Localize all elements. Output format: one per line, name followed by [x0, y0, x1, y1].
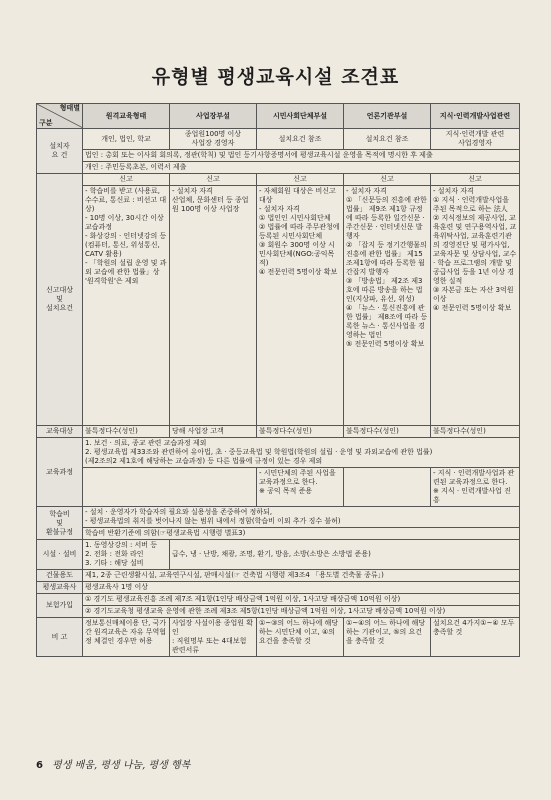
column-header-civic: 시민사회단체부설 [257, 104, 344, 129]
course-row-1 [37, 438, 520, 468]
fee-row-1 [37, 507, 520, 528]
target-cell-online: 불특정다수(성인) [83, 426, 170, 438]
founder-cell-knowledge: 지식·인력개발 관련 사업경영자 [431, 129, 520, 150]
row-header-founder: 설치자 요 건 [37, 129, 83, 174]
founder-cell-workplace: 종업원100명 이상 사업장 경영자 [170, 129, 257, 150]
column-header-workplace: 사업장부설 [170, 104, 257, 129]
footer-tagline: 평생 배움, 평생 나눔, 평생 행복 [52, 760, 191, 771]
reqs-head-civic: 신고 [257, 174, 344, 186]
note-row [37, 618, 520, 657]
corner-top-label: 형태별 [59, 104, 80, 112]
row-header-facility: 시설 · 설비 [37, 540, 83, 570]
column-header-online: 원격교육형태 [83, 104, 170, 129]
course-common-note: 1. 보건 · 의료, 종교 관련 교습과정 제외 2. 평생교육법 제33조와 관련하여 유아법, 초 · 중등교육법 및 학원법(학원의 설립 · 운영 및 과외교습에 관한 법률) (제2조의2 제1호에 해당하는 교습과정) 등 다른 법률에 규정이 있는 경우 제외 [83, 438, 520, 468]
note-cell-media: ①~④의 어느 하나에 해당하는 기관이고, ⑤의 요건을 충족할 것 [344, 618, 431, 657]
row-header-target: 교육대상 [37, 426, 83, 438]
corner-bottom-label: 구분 [39, 119, 53, 127]
founder-cell-civic: 설치요건 참조 [257, 129, 344, 150]
reqs-cell-online: - 학습비를 받고 (사용료, 수수료, 통신료 : 비선고 대상) - 10명 이상, 30시간 이상 교습과정 - 화상강의 · 인터넷강의 등(컴퓨터, 통신, 위성통신, CATV 활용) - 「학원의 설립 운영 및 과외 교습에 관한 법률」상 '원격학원'은 제외 [83, 186, 170, 426]
insurance-row-1 [37, 594, 520, 606]
founder-individual-row [37, 162, 520, 174]
row-header-course: 교육과정 [37, 438, 83, 507]
reqs-cell-knowledge: - 설치자 자격 ① 지식 · 인력개발사업을 주된 목적으로 하는 法人 ② 지식정보의 제공사업, 교육훈련 및 연구용역사업, 교육위탁사업, 교육훈련기관의 경영진단 및 평가사업, 교육자문 및 상담사업, 교수 · 학습 프로그램의 개발 및 공급사업 등을 1년 이상 경영한 실적 ③ 자본금 또는 자산 3억원 이상 ④ 전문인력 5명이상 확보 [431, 186, 520, 426]
reqs-body-row [37, 186, 520, 426]
reqs-cell-civic: - 자체회원 대상은 비신고 대상 - 설치자 자격 ① 법인인 시민사회단체 ② 법률에 따라 주무관청에 등록된 시민사회단체 ③ 회원수 300명 이상 시민사회단체(NGO:공익목적) ④ 전문인력 5명이상 확보 [257, 186, 344, 426]
facility-common-cell: 급수, 냉 · 난방, 채광, 조명, 환기, 방음, 소방(소방은 소방법 준용) [170, 540, 520, 570]
reqs-cell-workplace: - 설치자 자격 산업체, 문화센터 등 종업원 100명 이상 사업장 [170, 186, 257, 426]
staff-note: 평생교육사 1명 이상 [83, 582, 520, 594]
row-header-fee: 학습비 및 환불규정 [37, 507, 83, 540]
row-header-insurance: 보험가입 [37, 594, 83, 618]
reqs-head-media: 신고 [344, 174, 431, 186]
page-title: 유형별 평생교육시설 조견표 [151, 66, 400, 88]
target-cell-civic: 불특정다수(성인) [257, 426, 344, 438]
page-number: 6 [36, 760, 43, 771]
target-cell-workplace: 당해 사업장 고객 [170, 426, 257, 438]
reqs-cell-media: - 설치자 자격 ① 「신문등의 진흥에 관한 법률」 제9조 제1항 규정에 따라 등록한 일간신문 · 주간신문 · 인터넷신문 발행자 ② 「잡지 등 정기간행물의 진흥에 관한 법률」 제15조제1항에 따라 등록한 월간잡지 발행자 ③ 「방송법」 제2조 제3호에 따른 방송을 하는 법인(지상파, 유선, 위성) ④ 「뉴스 · 통신진흥에 관한 법률」 제8조에 따라 등록한 뉴스 · 통신사업을 경영하는 법인 ⑤ 전문인력 5명이상 확보 [344, 186, 431, 426]
insurance-note-2: ② 경기도교육청 평생교육 운영에 관한 조례 제3조 제5항(1인당 배상금액 1억원 이상, 1사고당 배상금액 10억원 이상) [83, 606, 520, 618]
facility-row [37, 540, 520, 570]
course-civic-note: - 시민단체의 주된 사업을 교육과정으로 한다. ※ 공익 목적 준용 [257, 468, 344, 507]
founder-corp-note: 법인 : 총회 또는 이사회 회의록, 정관(학칙) 및 법인 등기사항증명서에 평생교육시설 운영을 목적에 명시한 후 제출 [83, 150, 520, 162]
overview-table [36, 103, 520, 657]
page-footer [36, 756, 190, 771]
header-row [37, 104, 520, 129]
facility-online-cell: 1. 동영상강의 : 서버 등 2. 전화 : 전화 라인 3. 기타 : 해당 설비 [83, 540, 170, 570]
column-header-media: 언론기관부설 [344, 104, 431, 129]
note-cell-civic: ①~③의 어느 하나에 해당하는 시민단체 이고, ④의 요건을 충족할 것 [257, 618, 344, 657]
row-header-staff: 평생교육사 [37, 582, 83, 594]
staff-row [37, 582, 520, 594]
reqs-head-workplace: 신고 [170, 174, 257, 186]
row-header-reqs: 신고대상 및 설치요건 [37, 174, 83, 426]
founder-corp-row [37, 150, 520, 162]
column-header-knowledge: 지식·인력개발사업관련 [431, 104, 520, 129]
insurance-row-2 [37, 606, 520, 618]
insurance-note-1: ① 경기도 평생교육진흥 조례 제7조 제1항(1인당 배상금액 1억원 이상, 1사고당 배상금액 10억원 이상) [83, 594, 520, 606]
fee-refund-note: 학습비 반환기준에 의함(☞평생교육법 시행령 별표3) [83, 528, 520, 540]
target-cell-media: 불특정다수(성인) [344, 426, 431, 438]
target-row [37, 426, 520, 438]
course-empty-cell [83, 468, 257, 507]
building-note: 제1, 2종 근린생활시설, 교육연구시설, 판매시설(☞ 건축법 시행령 제3조4 「용도별 건축물 종류」) [83, 570, 520, 582]
course-knowledge-note: - 지식 · 인력개발사업과 관련된 교육과정으로 한다. ※ 지식 · 인력개발사업 진흥 [431, 468, 520, 507]
row-header-building: 건물용도 [37, 570, 83, 582]
founder-individual-note: 개인 : 주민등록초본, 이력서 제출 [83, 162, 520, 174]
founder-row [37, 129, 520, 150]
founder-cell-online: 개인, 법인, 학교 [83, 129, 170, 150]
reqs-head-knowledge: 신고 [431, 174, 520, 186]
target-cell-knowledge: 불특정다수(성인) [431, 426, 520, 438]
course-media-empty [344, 468, 431, 507]
note-cell-workplace: 사업장 사설이용 종업원 확인 : 직원명부 또는 4대보험 관련서류 [170, 618, 257, 657]
note-cell-knowledge: 설치요건 4가지①~④ 모두 충족할 것 [431, 618, 520, 657]
building-row [37, 570, 520, 582]
founder-cell-media: 설치요건 참조 [344, 129, 431, 150]
fee-row-2 [37, 528, 520, 540]
reqs-head-online: 신고 [83, 174, 170, 186]
corner-header-cell [37, 104, 83, 129]
note-cell-online: 정보통신매체이용 단, 국가간 원격교육은 자유 무역협정 체결인 경우만 허용 [83, 618, 170, 657]
fee-principle-note: - 설치 · 운영자가 학습자의 필요와 실용성을 존중하여 정하되, - 평생교육법의 취지를 벗어나지 않는 범위 내에서 정함(학습비 이외 추가 징수 불허) [83, 507, 520, 528]
reqs-head-row [37, 174, 520, 186]
row-header-note: 비 고 [37, 618, 83, 657]
course-row-2 [37, 468, 520, 507]
